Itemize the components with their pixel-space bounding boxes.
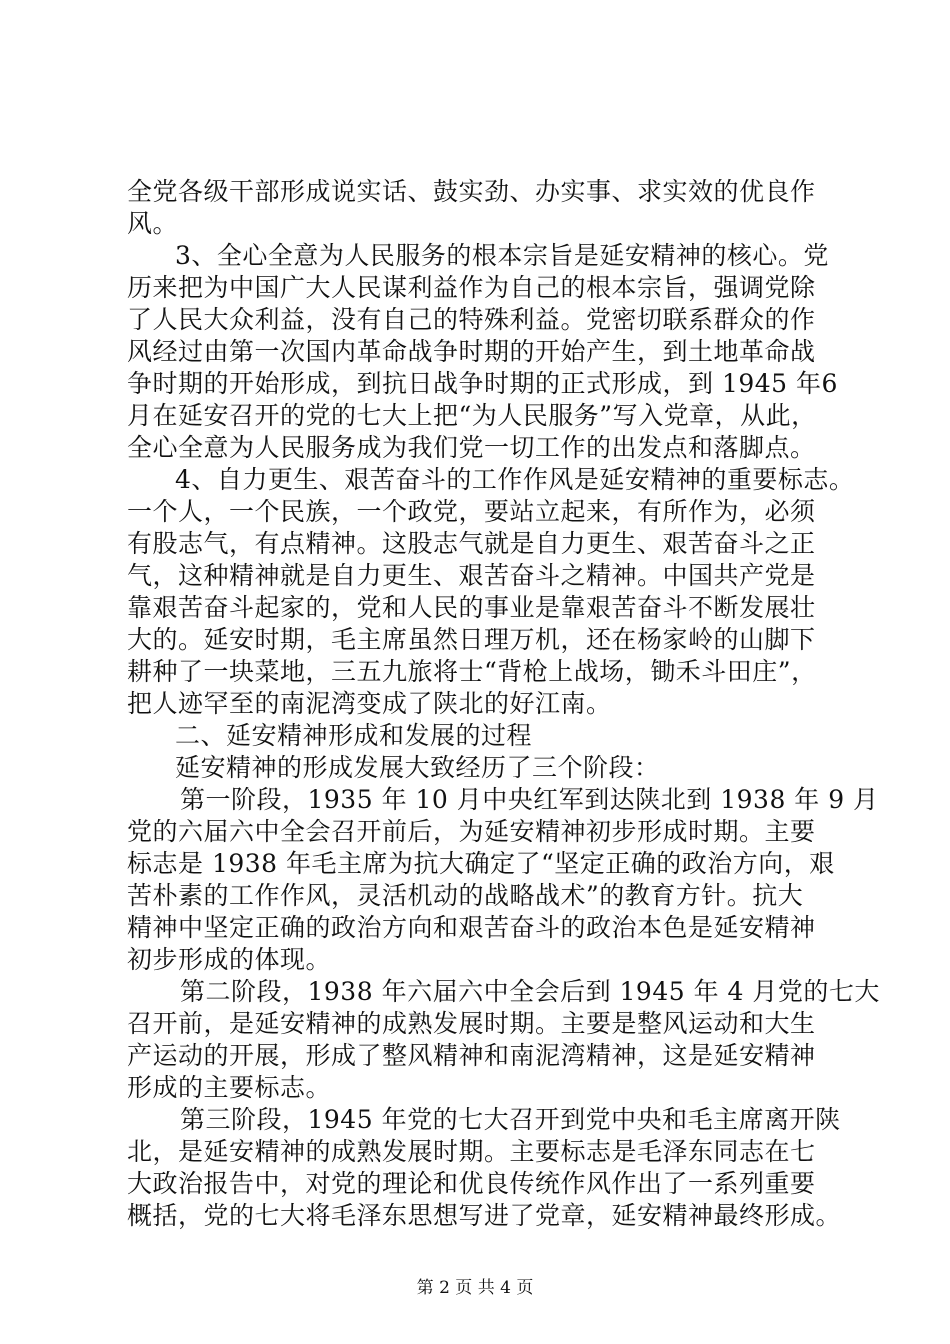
text-line: 风经过由第一次国内革命战争时期的开始产生，到土地革命战 — [127, 337, 816, 366]
text-line: 苦朴素的工作作风，灵活机动的战略战术”的教育方针。抗大 — [127, 881, 804, 910]
text-line: 北，是延安精神的成熟发展时期。主要标志是毛泽东同志在七 — [127, 1137, 816, 1166]
text-line: 4、自力更生、艰苦奋斗的工作作风是延安精神的重要标志。 — [175, 465, 855, 494]
text-line: 全心全意为人民服务成为我们党一切工作的出发点和落脚点。 — [127, 433, 816, 462]
text-line: 大的。延安时期，毛主席虽然日理万机，还在杨家岭的山脚下 — [127, 625, 816, 654]
text-line: 月在延安召开的党的七大上把“为人民服务”写入党章，从此， — [127, 401, 817, 430]
text-line: 历来把为中国广大人民谋利益作为自己的根本宗旨，强调党除 — [127, 273, 816, 302]
text-line: 把人迹罕至的南泥湾变成了陕北的好江南。 — [127, 689, 612, 718]
text-line: 第三阶段，1945 年党的七大召开到党中央和毛主席离开陕 — [180, 1105, 841, 1134]
page-number-footer: 第 2 页 共 4 页 — [416, 1278, 534, 1298]
text-line: 召开前，是延安精神的成熟发展时期。主要是整风运动和大生 — [127, 1009, 816, 1038]
text-line: 精神中坚定正确的政治方向和艰苦奋斗的政治本色是延安精神 — [127, 913, 816, 942]
text-line: 耕种了一块菜地，三五九旅将士“背枪上战场，锄禾斗田庄”， — [127, 657, 817, 686]
text-line: 了人民大众利益，没有自己的特殊利益。党密切联系群众的作 — [127, 305, 816, 334]
text-line: 一个人，一个民族，一个政党，要站立起来，有所作为，必须 — [127, 497, 816, 526]
text-line: 初步形成的体现。 — [127, 945, 332, 974]
text-line: 第一阶段，1935 年 10 月中央红军到达陕北到 1938 年 9 月 — [180, 785, 879, 814]
text-line: 有股志气，有点精神。这股志气就是自力更生、艰苦奋斗之正 — [127, 529, 816, 558]
text-line: 延安精神的形成发展大致经历了三个阶段： — [175, 753, 660, 782]
section-heading: 二、延安精神形成和发展的过程 — [175, 721, 533, 750]
text-line: 靠艰苦奋斗起家的，党和人民的事业是靠艰苦奋斗不断发展壮 — [127, 593, 816, 622]
text-line: 大政治报告中，对党的理论和优良传统作风作出了一系列重要 — [127, 1169, 816, 1198]
text-line: 概括，党的七大将毛泽东思想写进了党章，延安精神最终形成。 — [127, 1201, 842, 1230]
text-line: 党的六届六中全会召开前后，为延安精神初步形成时期。主要 — [127, 817, 816, 846]
text-line: 全党各级干部形成说实话、鼓实劲、办实事、求实效的优良作 — [127, 177, 816, 206]
text-line: 产运动的开展，形成了整风精神和南泥湾精神，这是延安精神 — [127, 1041, 816, 1070]
text-line: 3、全心全意为人民服务的根本宗旨是延安精神的核心。党 — [175, 241, 829, 270]
text-line: 争时期的开始形成，到抗日战争时期的正式形成，到 1945 年6 — [127, 369, 838, 398]
text-line: 第二阶段，1938 年六届六中全会后到 1945 年 4 月党的七大 — [180, 977, 880, 1006]
text-line: 风。 — [127, 209, 179, 238]
text-line: 气，这种精神就是自力更生、艰苦奋斗之精神。中国共产党是 — [127, 561, 816, 590]
text-line: 标志是 1938 年毛主席为抗大确定了“坚定正确的政治方向，艰 — [127, 849, 835, 878]
text-line: 形成的主要标志。 — [127, 1073, 332, 1102]
